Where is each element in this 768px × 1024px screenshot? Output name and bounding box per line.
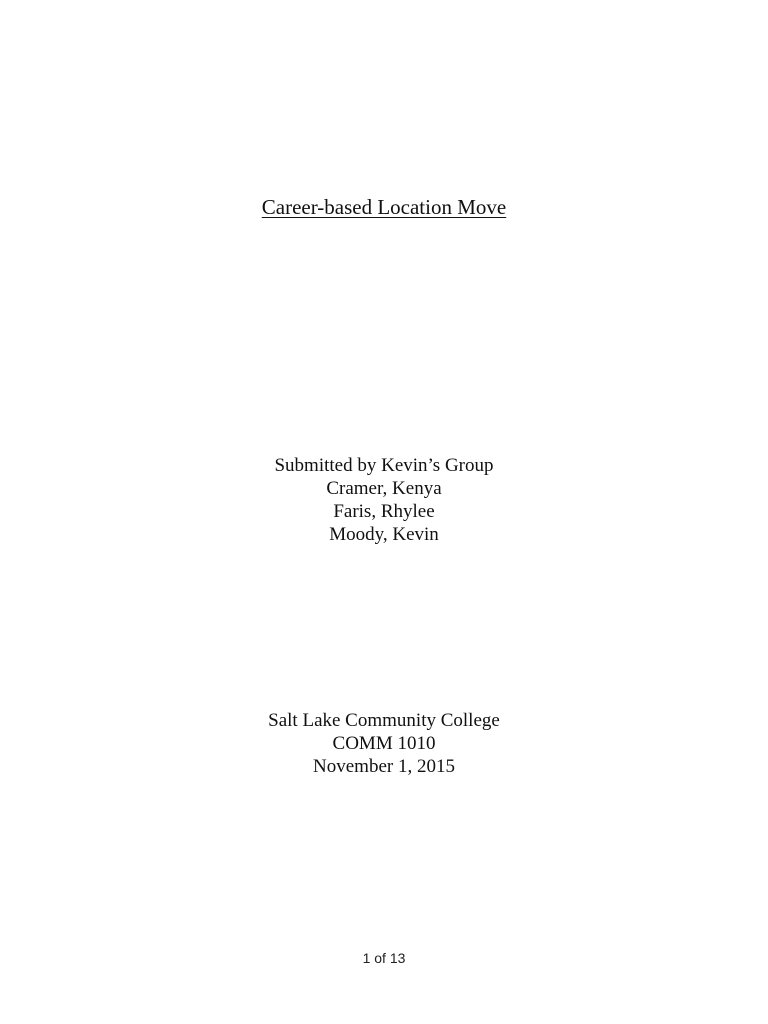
group-member: Moody, Kevin	[329, 524, 439, 545]
submission-date: November 1, 2015	[313, 756, 455, 777]
page-indicator: 1 of 13	[362, 950, 406, 966]
submitted-by-line: Submitted by Kevin’s Group	[274, 455, 494, 476]
group-member: Faris, Rhylee	[333, 501, 435, 522]
document-title-text: Career-based Location Move	[261, 195, 507, 219]
course-info-block	[0, 709, 768, 778]
document-title	[0, 193, 768, 221]
institution-name: Salt Lake Community College	[268, 710, 500, 731]
course-code: COMM 1010	[332, 733, 436, 754]
submission-block	[0, 454, 768, 546]
group-member: Cramer, Kenya	[326, 478, 442, 499]
